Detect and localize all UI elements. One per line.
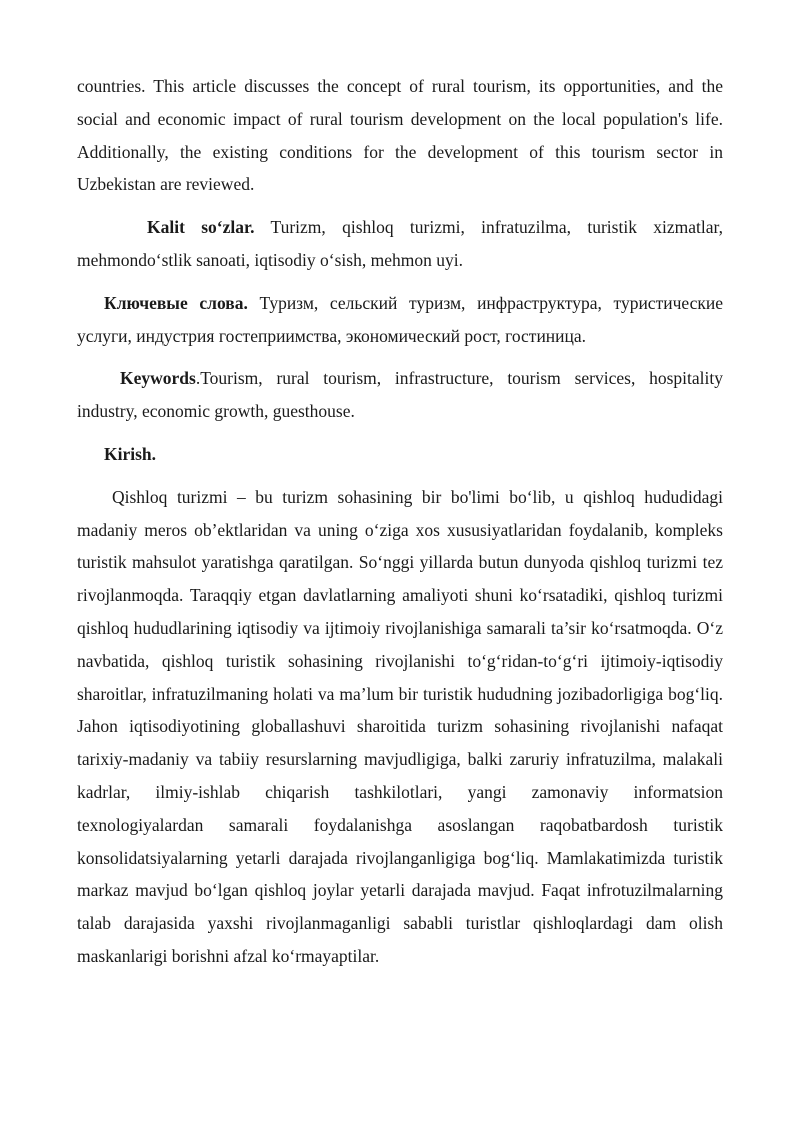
keywords-russian-text: Туризм, сельский туризм, инфраструктура, туристические услуги, индустрия гостеприимства, экономический рост, гостиница. [77,292,723,346]
abstract-text: countries. This article discusses the concept of rural tourism, its opportunities, and the social and economic impact of rural tourism development on the local population's life. Additionally, the existing conditions for the development of this tourism sector in Uzbekistan are reviewed. [77,76,723,195]
section-heading [77,438,723,471]
keywords-english-text: .Tourism, rural tourism, infrastructure, tourism services, hospitality industry, economic growth, guesthouse. [77,368,723,422]
keywords-uzbek-text: Turizm, qishloq turizmi, infratuzilma, turistik xizmatlar, mehmondo‘stlik sanoati, iqtisodiy o‘sish, mehmon uyi. [77,217,724,270]
keywords-russian [77,287,723,353]
section-heading-text: Kirish. [104,443,157,464]
keywords-english-label: Keywords [120,368,196,389]
keywords-english [77,362,723,428]
introduction-paragraph: Qishloq turizmi – bu turizm sohasining bir bo'limi bo‘lib, u qishloq hududidagi madaniy meros ob’ektlaridan va uning o‘ziga xos xususiyatlaridan foydalanib, kompleks turistik mahsulot yaratishga qaratilgan. So‘nggi yillarda butun dunyoda qishloq turizmi tez rivojlanmoqda. Taraqqiy etgan davlatlarning amaliyoti shuni ko‘rsatadiki, qishloq turizmi qishloq hududlarining iqtisodiy va ijtimoiy rivojlanishiga samarali ta’sir ko‘rsatmoqda. O‘z navbatida, qishloq turistik sohasining rivojlanishi to‘g‘ridan-to‘g‘ri ijtimoiy-iqtisodiy sharoitlar, infratuzilmaning holati va ma’lum bir turistik hududning jozibadorligiga bog‘liq. Jahon iqtisodiyotining globallashuvi sharoitida turizm sohasining rivojlanishi nafaqat tarixiy-madaniy va tabiiy resurslarning mavjudligiga, balki zaruriy infratuzilma, malakali kadrlar, ilmiy-ishlab chiqarish tashkilotlari, yangi zamonaviy informatsion texnologiyalardan samarali foydalanishga asoslangan raqobatbardosh turistik konsolidatsiyalarning yetarli darajada rivojlanganligiga bog‘liq. Mamlakatimizda turistik markaz mavjud bo‘lgan qishloq joylar yetarli darajada mavjud. Faqat infrotuzilmalarning talab darajasida yaxshi rivojlanmaganligi sababli turistlar qishloqlardagi dam olish maskanlarigi borishni afzal ko‘rmayaptilar. [77,486,723,966]
keywords-russian-label: Ключевые слова. [104,292,248,313]
document-page [77,70,723,973]
keywords-uzbek [77,211,723,277]
keywords-uzbek-label: Kalit so‘zlar. [147,217,255,238]
